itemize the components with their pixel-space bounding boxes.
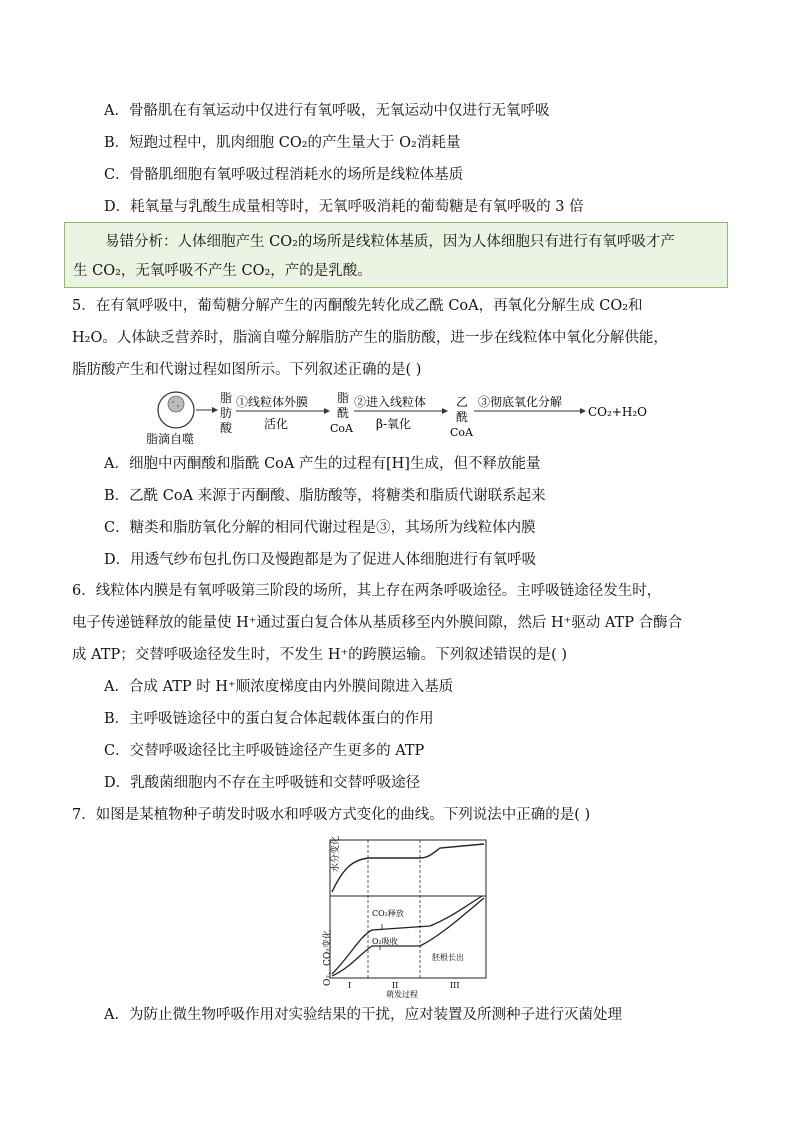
step1-top-label: ①线粒体外膜 [236, 395, 309, 409]
fatty-acid-char-2: 肪 [220, 406, 233, 420]
acyl-char-3: CoA [330, 422, 353, 435]
q5-stem-3: 脂肪酸产生和代谢过程如图所示。下列叙述正确的是( ) [72, 362, 422, 378]
error-analysis-note [64, 222, 728, 288]
q7-option-a: A．为防止微生物呼吸作用对实验结果的干扰，应对装置及所测种子进行灭菌处理 [104, 1007, 622, 1023]
step3-top-label: ③彻底氧化分解 [478, 395, 563, 409]
radicle-label: 胚根长出 [432, 953, 464, 962]
q6-option-c: C．交替呼吸途径比主呼吸链途径产生更多的 ATP [104, 743, 425, 759]
acyl-char-2: 酰 [337, 406, 350, 420]
q5-option-d: D．用透气纱布包扎伤口及慢跑都是为了促进人体细胞进行有氧呼吸 [104, 552, 537, 568]
step1-bottom-label: 活化 [264, 417, 289, 431]
q5-stem-2: H₂O。人体缺乏营养时，脂滴自噬分解脂肪产生的脂肪酸，进一步在线粒体中氧化分解供能， [72, 330, 668, 346]
q4-option-c: C．骨骼肌细胞有氧呼吸过程消耗水的场所是线粒体基质 [104, 167, 464, 183]
o2-uptake-label: O₂吸收 [372, 937, 398, 946]
co2-release-label: CO₂释放 [372, 909, 404, 918]
product-label: CO₂+H₂O [588, 405, 647, 419]
fatty-acid-char-1: 脂 [220, 391, 233, 405]
acetyl-char-2: 酰 [456, 410, 469, 424]
q6-option-d: D．乳酸菌细胞内不存在主呼吸链和交替呼吸途径 [104, 775, 421, 791]
acyl-char-1: 脂 [337, 391, 350, 405]
q6-option-a: A．合成 ATP 时 H⁺顺浓度梯度由内外膜间隙进入基质 [104, 679, 454, 695]
q5-option-a: A．细胞中丙酮酸和脂酰 CoA 产生的过程有[H]生成，但不释放能量 [104, 456, 541, 472]
q7-stem: 7．如图是某植物种子萌发时吸水和呼吸方式变化的曲线。下列说法中正确的是( ) [72, 807, 591, 823]
q4-option-b: B．短跑过程中，肌肉细胞 CO₂的产生量大于 O₂消耗量 [104, 135, 461, 151]
q4-option-a: A．骨骼肌在有氧运动中仅进行有氧呼吸，无氧运动中仅进行无氧呼吸 [104, 103, 550, 119]
q5-stem-1: 5．在有氧呼吸中，葡萄糖分解产生的丙酮酸先转化成乙酰 CoA，再氧化分解生成 CO₂和 [72, 298, 643, 314]
stage-2-label: II [392, 981, 399, 990]
step2-bottom-label: β-氧化 [376, 417, 411, 431]
q5-option-b: B．乙酰 CoA 来源于丙酮酸、脂肪酸等，将糖类和脂质代谢联系起来 [104, 488, 546, 504]
note-line-2: 生 CO₂，无氧呼吸不产生 CO₂，产的是乳酸。 [73, 263, 372, 279]
acetyl-char-1: 乙 [456, 395, 469, 409]
note-line-1: 易错分析：人体细胞产生 CO₂的场所是线粒体基质，因为人体细胞只有进行有氧呼吸才产 [105, 234, 675, 250]
water-axis-label: 水分变化 [331, 836, 341, 872]
fatty-acid-pathway-diagram [140, 388, 660, 448]
q6-stem-3: 成 ATP；交替呼吸途径发生时，不发生 H⁺的跨膜运输。下列叙述错误的是( ) [72, 647, 568, 663]
q6-stem-1: 6．线粒体内膜是有氧呼吸第三阶段的场所，其上存在两条呼吸途径。主呼吸链途径发生时， [72, 583, 662, 599]
stage-3-label: III [450, 981, 460, 990]
lipid-droplet-icon [158, 392, 194, 428]
seed-germination-graph [310, 836, 490, 998]
q6-option-b: B．主呼吸链途径中的蛋白复合体起载体蛋白的作用 [104, 711, 434, 727]
q4-option-d: D．耗氧量与乳酸生成量相等时，无氧呼吸消耗的葡萄糖是有氧呼吸的 3 倍 [104, 199, 584, 215]
x-axis-label: 萌发过程 [386, 990, 418, 998]
gas-axis-label: O₂、CO₂变化 [323, 930, 333, 986]
droplet-label: 脂滴自噬 [146, 432, 195, 446]
q5-option-c: C．糖类和脂肪氧化分解的相同代谢过程是③，其场所为线粒体内膜 [104, 520, 536, 536]
step2-top-label: ②进入线粒体 [354, 395, 427, 409]
stage-1-label: I [348, 981, 352, 990]
fatty-acid-char-3: 酸 [220, 421, 233, 435]
acetyl-char-3: CoA [450, 426, 473, 439]
q6-stem-2: 电子传递链释放的能量使 H⁺通过蛋白复合体从基质移至内外膜间隙，然后 H⁺驱动 ATP 合酶合 [72, 615, 683, 631]
